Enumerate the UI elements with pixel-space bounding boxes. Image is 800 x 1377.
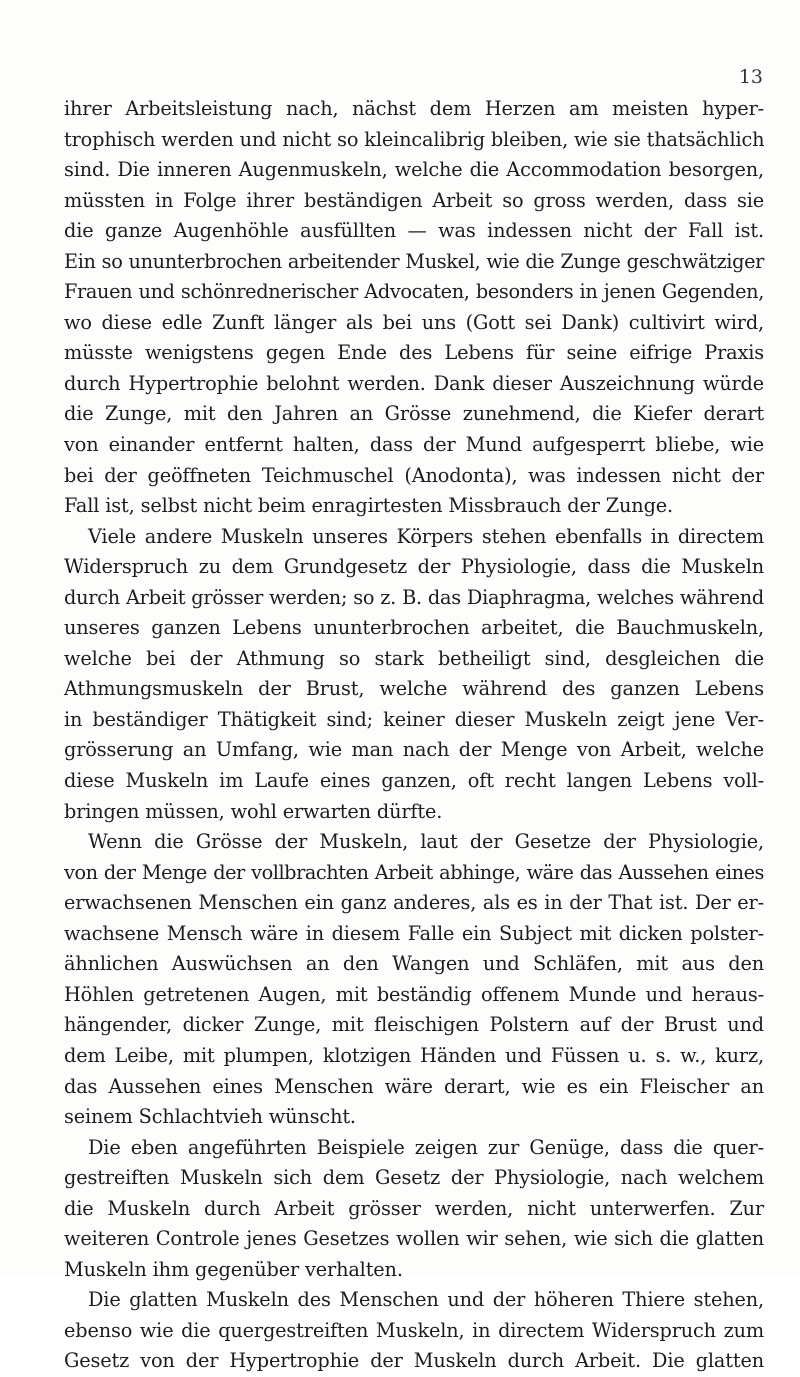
text-line: Athmungsmuskeln der Brust, welche während des ganzen Lebens [64,677,764,701]
text-line: die Zunge, mit den Jahren an Grösse zunehmend, die Kiefer derart [64,402,764,426]
text-line: Die eben angeführten Beispiele zeigen zur Genüge, dass die quer- [88,1135,764,1159]
text-line: in beständiger Thätigkeit sind; keiner dieser Muskeln zeigt jene Ver- [64,707,764,731]
text-line: von der Menge der vollbrachten Arbeit abhinge, wäre das Aussehen eines [64,860,764,884]
text-line: Frauen und schönrednerischer Advocaten, besonders in jenen Gegenden, [64,280,764,304]
text-line: trophisch werden und nicht so kleincalibrig bleiben, wie sie thatsächlich [64,127,765,151]
text-line: von einander entfernt halten, dass der Mund aufgesperrt bliebe, wie [64,433,764,457]
text-line: sind. Die inneren Augenmuskeln, welche die Accommodation besorgen, [64,158,764,182]
text-line: seinem Schlachtvieh wünscht. [64,1105,356,1129]
text-line: dem Leibe, mit plumpen, klotzigen Händen und Füssen u. s. w., kurz, [64,1043,764,1067]
text-line: durch Hypertrophie belohnt werden. Dank dieser Auszeichnung würde [64,371,764,395]
text-line: grösserung an Umfang, wie man nach der Menge von Arbeit, welche [64,738,764,762]
text-line: erwachsenen Menschen ein ganz anderes, als es in der That ist. Der er- [64,891,764,915]
text-line: Gesetz von der Hypertrophie der Muskeln durch Arbeit. Die glatten [64,1349,764,1373]
text-line: Viele andere Muskeln unseres Körpers stehen ebenfalls in directem [88,524,764,548]
text-line: diese Muskeln im Laufe eines ganzen, oft recht langen Lebens voll- [64,769,764,793]
text-line: gestreiften Muskeln sich dem Gesetz der Physiologie, nach welchem [64,1166,764,1190]
text-line: wachsene Mensch wäre in diesem Falle ein Subject mit dicken polster- [64,921,764,945]
text-line: müssten in Folge ihrer beständigen Arbeit so gross werden, dass sie [64,188,764,212]
body-text [64,94,764,1377]
text-line: bringen müssen, wohl erwarten dürfte. [64,799,443,823]
text-line: bei der geöffneten Teichmuschel (Anodonta), was indessen nicht der [64,463,764,487]
text-line: weiteren Controle jenes Gesetzes wollen wir sehen, wie sich die glatten [64,1227,764,1251]
text-line: Höhlen getretenen Augen, mit beständig offenem Munde und heraus- [64,982,764,1006]
text-line: die ganze Augenhöhle ausfüllten — was indessen nicht der Fall ist. [64,219,764,243]
text-line: ähnlichen Auswüchsen an den Wangen und Schläfen, mit aus den [64,952,764,976]
text-line: Ein so ununterbrochen arbeitender Muskel, wie die Zunge geschwätziger [64,249,764,273]
text-line: hängender, dicker Zunge, mit fleischigen Polstern auf der Brust und [64,1013,764,1037]
page-number: 13 [738,66,763,88]
text-line: die Muskeln durch Arbeit grösser werden, nicht unterwerfen. Zur [64,1196,764,1220]
text-line: Muskeln ihm gegenüber verhalten. [64,1257,403,1281]
text-line: durch Arbeit grösser werden; so z. B. das Diaphragma, welches während [64,585,764,609]
text-line: ebenso wie die quergestreiften Muskeln, in directem Widerspruch zum [64,1318,764,1342]
text-line: das Aussehen eines Menschen wäre derart, wie es ein Fleischer an [64,1074,764,1098]
text-line: müsste wenigstens gegen Ende des Lebens für seine eifrige Praxis [64,341,764,365]
text-line: unseres ganzen Lebens ununterbrochen arbeitet, die Bauchmuskeln, [64,616,764,640]
text-line: Die glatten Muskeln des Menschen und der höheren Thiere stehen, [88,1288,764,1312]
text-line: wo diese edle Zunft länger als bei uns (Gott sei Dank) cultivirt wird, [64,310,764,334]
text-line: Widerspruch zu dem Grundgesetz der Physiologie, dass die Muskeln [64,555,764,579]
text-line: Fall ist, selbst nicht beim enragirtesten Missbrauch der Zunge. [64,494,673,518]
text-line: Wenn die Grösse der Muskeln, laut der Gesetze der Physiologie, [88,830,764,854]
text-line: welche bei der Athmung so stark betheiligt sind, desgleichen die [64,646,764,670]
text-line: ihrer Arbeitsleistung nach, nächst dem Herzen am meisten hyper- [64,97,764,120]
